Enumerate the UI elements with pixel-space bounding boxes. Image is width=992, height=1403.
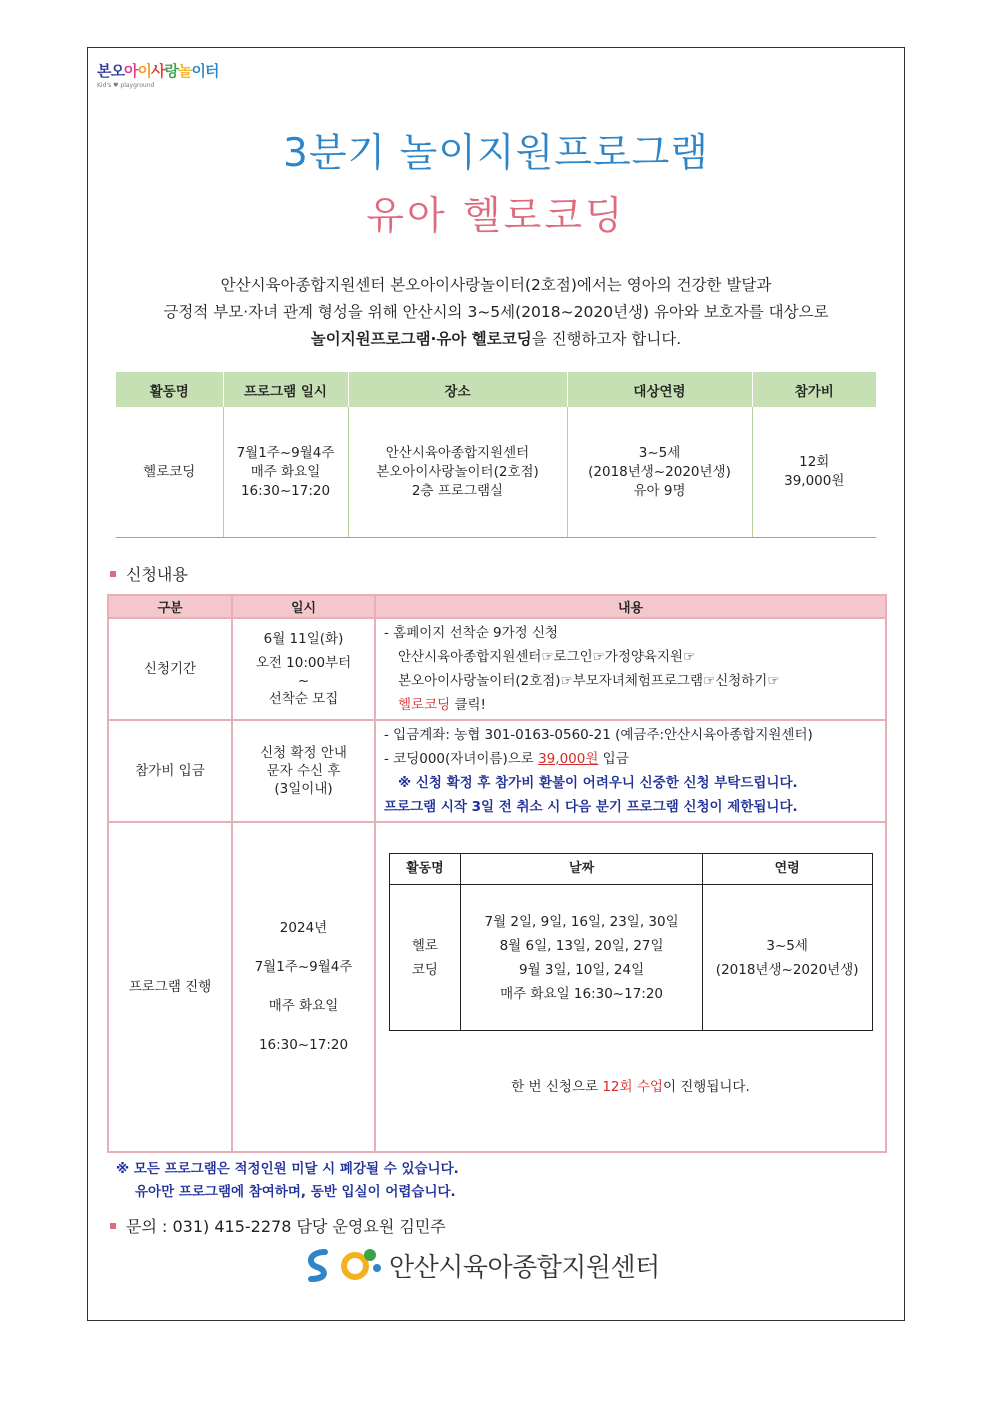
bullet-square-icon [110,1223,116,1229]
logo-part: 이 [137,62,151,80]
logo-part: 이터 [191,62,219,80]
section-heading-apply [110,562,188,585]
age-line: 3~5세 [638,444,681,461]
program-summary-table [116,372,876,538]
schedule-line: 매주 화요일 [250,463,321,480]
place-line: 안산시육아종합지원센터 [385,444,530,461]
page-subtitle: 유아 헬로코딩 [366,194,626,239]
header-fee: 참가비 [752,372,876,407]
table-row [108,720,886,822]
summary-text: 한 번 신청으로 [511,1079,603,1095]
section-heading-text: 신청내용 [126,565,188,584]
date-line: 문자 수신 후 [266,763,341,779]
notice [116,1158,459,1204]
cell-content [375,720,886,822]
fee-line: 39,000원 [784,473,845,489]
date-line: 선착순 모집 [268,691,339,707]
center-emblem-icon [303,1246,383,1284]
logo-text [97,60,218,81]
schedule-line: 16:30~17:20 [240,482,331,499]
dates-line: 매주 화요일 16:30~17:20 [500,985,664,1002]
cell-dates [461,885,703,1031]
contact-text: 문의 : 031) 415-2278 담당 운영요원 김민주 [126,1217,446,1236]
table-row [108,822,886,1152]
summary-text: 이 진행됩니다. [662,1079,750,1095]
date-line: 16:30~17:20 [258,1037,349,1053]
place-line: 2층 프로그램실 [411,482,504,499]
date-line: 신청 확정 안내 [260,745,347,761]
dates-line: 9월 3일, 10일, 24일 [519,961,645,978]
table-header-row [108,595,886,618]
cell-content [375,822,886,1152]
warning-line: 프로그램 시작 3일 전 취소 시 다음 분기 프로그램 신청이 제한됩니다. [384,799,798,815]
content-line: 안산시육아종합지원센터☞로그인☞가정양육지원☞ [398,649,696,665]
notice-line: ※ 모든 프로그램은 적정인원 미달 시 폐강될 수 있습니다. [116,1161,459,1177]
account-line: - 입금계좌: 농협 301-0163-0560-21 (예금주:안산시육아종합지원센터) [384,727,813,743]
schedule-detail-table [389,853,873,1031]
place-line: 본오아이사랑놀이터(2호점) [376,463,539,480]
cell-age [702,885,872,1031]
content-line: - 홈페이지 선착순 9가정 신청 [384,625,559,641]
warning-line: ※ 신청 확정 후 참가비 환불이 어려우니 신중한 신청 부탁드립니다. [398,775,798,791]
cell-activity: 헬로코딩 [116,407,223,538]
cell-date [232,618,375,720]
activity-line: 코딩 [411,961,438,978]
deposit-text: 입금 [598,751,629,767]
intro-paragraph [100,272,892,353]
header-schedule: 프로그램 일시 [223,372,348,407]
page-title: 3분기 놀이지원프로그램 [283,131,709,176]
date-line: (3일이내) [274,781,333,797]
logo-subtitle: Kid's ♥ playground [97,82,155,89]
fee-line: 12회 [799,454,830,470]
date-line: 매주 화요일 [268,998,339,1014]
center-name: 안산시육아종합지원센터 [389,1252,660,1283]
date-line: 6월 11일(화) [263,631,344,647]
logo-part: 본오 [97,62,124,80]
intro-line [100,326,892,353]
cell-date [232,720,375,822]
cell-label: 신청기간 [108,618,232,720]
table-row [389,885,872,1031]
cell-label: 참가비 입금 [108,720,232,822]
header-age: 대상연령 [567,372,752,407]
sessions-summary [376,1075,885,1099]
cell-fee [752,407,876,538]
date-line: 7월1주~9월4주 [254,959,353,975]
age-line: (2018년생~2020년생) [715,961,859,978]
deposit-line [384,747,877,771]
logo-part: 랑 [164,62,178,80]
deposit-amount: 39,000원 [538,751,599,767]
cell-activity [389,885,461,1031]
intro-line: 긍정적 부모·자녀 관계 형성을 위해 안산시의 3~5세(2018~2020년생) 유아와 보호자를 대상으로 [163,303,829,321]
age-line: 유아 9명 [633,482,686,499]
intro-line: 안산시육아종합지원센터 본오아이사랑놀이터(2호점)에서는 영아의 건강한 발달과 [220,276,772,294]
notice-line: 유아만 프로그램에 참여하며, 동반 입실이 어렵습니다. [135,1184,456,1200]
date-line: 2024년 [279,920,328,936]
content-line [384,693,877,717]
program-link-text: 헬로코딩 [398,697,451,713]
header-dates: 날짜 [461,854,703,885]
logo-part: 놀 [177,62,192,80]
date-line: 오전 10:00부터 [255,655,352,671]
click-text: 클릭! [450,697,486,713]
age-line: 3~5세 [766,937,808,954]
session-count: 12회 수업 [602,1079,663,1095]
header-date: 일시 [232,595,375,618]
center-logo [303,1246,660,1284]
header-content: 내용 [375,595,886,618]
header-age: 연령 [702,854,872,885]
intro-program-name: 놀이지원프로그램·유아 헬로코딩 [310,330,532,348]
table-header-row [389,854,872,885]
cell-date [232,822,375,1152]
header-activity: 활동명 [116,372,223,407]
cell-label: 프로그램 진행 [108,822,232,1152]
dates-line: 7월 2일, 9일, 16일, 23일, 30일 [484,913,679,930]
header-place: 장소 [348,372,567,407]
playground-logo [97,60,218,89]
cell-schedule [223,407,348,538]
activity-line: 헬로 [411,937,438,954]
dates-line: 8월 6일, 13일, 20일, 27일 [499,937,664,954]
header-category: 구분 [108,595,232,618]
intro-line-end: 을 진행하고자 합니다. [531,330,682,348]
cell-place [348,407,567,538]
cell-content [375,618,886,720]
age-line: (2018년생~2020년생) [588,463,731,480]
header-activity: 활동명 [389,854,461,885]
logo-part: 아 [123,62,138,80]
deposit-text: - 코딩000(자녀이름)으로 [384,751,539,767]
contact-info [110,1214,446,1237]
table-header-row [116,372,876,407]
cell-age [567,407,752,538]
logo-part: 사 [150,62,165,80]
application-table [107,594,887,1153]
date-line: ~ [297,673,310,689]
table-row [116,407,876,538]
schedule-line: 7월1주~9월4주 [236,444,335,461]
table-row [108,618,886,720]
bullet-square-icon [110,571,116,577]
content-line: 본오아이사랑놀이터(2호점)☞부모자녀체험프로그램☞신청하기☞ [398,673,780,689]
